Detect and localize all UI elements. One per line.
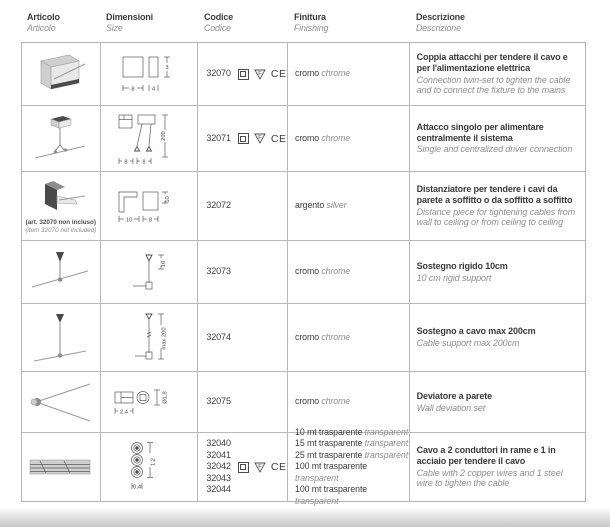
height-dim-label: 1,2 — [150, 457, 157, 467]
product-code: 32071 — [206, 132, 231, 143]
dimension-drawing — [101, 172, 199, 241]
header-label-en: Size — [106, 22, 123, 33]
finish-en: transparent — [364, 438, 409, 449]
svg-text:F: F — [258, 70, 262, 77]
page-bottom-shadow — [0, 507, 610, 527]
description-en: Wall deviation set — [416, 402, 486, 413]
code-cell — [198, 106, 288, 172]
finish-cell — [288, 372, 410, 433]
finish-it: 100 mt trasparente — [295, 461, 368, 472]
table-row — [22, 372, 585, 433]
finish-it: 15 mt trasparente — [295, 438, 363, 449]
product-code: 32040 — [206, 438, 231, 449]
finish-en: chrome — [321, 68, 351, 79]
header-articolo — [21, 12, 100, 33]
width-dim-label: 8 — [131, 86, 135, 92]
catalog-sheet — [21, 12, 586, 506]
description-en: Single and centralized driver connection — [416, 144, 573, 155]
product-table — [21, 42, 586, 506]
header-dimensioni — [100, 12, 198, 33]
wall-deviator-image — [26, 377, 96, 427]
certification-icons — [238, 461, 287, 473]
description-it: Distanziatore per tendere i cavi da parete a soffitto o da soffitto a soffitto — [416, 184, 573, 205]
diameter-dim-label: Ø1,8 — [162, 391, 169, 404]
dimension-drawing — [101, 372, 199, 433]
dimension-sketch — [107, 438, 191, 496]
finish-it: 10 mt trasparente — [295, 427, 363, 438]
width-dim-label: 2,4 — [119, 409, 129, 416]
table-row — [22, 241, 585, 304]
product-code-list — [206, 438, 231, 496]
header-finitura — [288, 12, 410, 33]
finish-it: cromo — [295, 396, 319, 407]
description-cell — [410, 241, 585, 304]
product-code: 32074 — [206, 331, 231, 342]
description-cell — [410, 433, 585, 501]
article-image-cell — [22, 304, 101, 372]
ce-mark-icon: CE — [270, 461, 287, 473]
width-dim-label: 0,4 — [132, 484, 142, 491]
finish-it: cromo — [295, 266, 319, 277]
height-dim-label: 10 — [161, 260, 168, 268]
finish-en: chrome — [321, 266, 351, 277]
f-mark-icon — [254, 69, 266, 80]
description-it: Coppia attacchi per tendere il cavo e per l'alimentazione elettrica — [416, 52, 568, 73]
description-en: 10 cm rigid support — [416, 272, 492, 283]
f-mark-icon — [254, 133, 266, 144]
dimension-sketch — [107, 380, 191, 424]
finish-en: chrome — [321, 396, 351, 407]
twin-connection-box-image — [29, 49, 93, 99]
article-note-it: (art. 32070 non incluso) — [25, 219, 97, 227]
dimension-drawing — [101, 241, 199, 304]
header-label-en: Finishing — [294, 22, 329, 33]
product-code: 32044 — [206, 484, 231, 495]
finish-cell — [288, 427, 410, 506]
dimension-drawing — [101, 43, 199, 106]
article-image-cell — [22, 372, 101, 433]
description-it: Deviatore a parete — [416, 390, 492, 401]
finish-en: transparent — [295, 495, 339, 506]
code-cell — [198, 43, 288, 106]
description-cell — [410, 172, 585, 241]
finish-it: cromo — [295, 132, 319, 143]
finish-cell — [288, 43, 410, 106]
article-note-en: (item 32070 not included) — [25, 226, 97, 234]
certification-icons — [238, 68, 287, 80]
height-dim-label: max 200 — [161, 326, 168, 350]
description-cell — [410, 372, 585, 433]
finish-cell — [288, 241, 410, 304]
description-en: Cable support max 200cm — [416, 338, 520, 348]
article-image-cell — [22, 43, 101, 106]
finish-en: chrome — [321, 331, 351, 342]
product-code: 32041 — [206, 449, 231, 460]
height-dim-label: 3 — [165, 64, 169, 71]
description-cell — [410, 43, 585, 106]
width-dim-label: 8 — [124, 159, 128, 165]
description-it: Attacco singolo per alimentare centralmente il sistema — [416, 122, 544, 143]
rigid-support-image — [26, 247, 96, 297]
dimension-sketch — [107, 309, 191, 367]
finish-en: transparent — [295, 472, 339, 483]
dimension-sketch — [107, 182, 191, 230]
finish-en: transparent — [364, 427, 409, 438]
class-ii-icon — [238, 462, 249, 473]
header-label-it: Descrizione — [416, 12, 465, 22]
code-cell — [198, 433, 288, 501]
table-header — [21, 12, 586, 33]
description-cell — [410, 304, 585, 372]
dimension-drawing — [101, 106, 199, 172]
finish-cell — [288, 106, 410, 172]
finish-it: cromo — [295, 68, 319, 79]
svg-text:F: F — [258, 463, 262, 470]
code-cell — [198, 304, 288, 372]
article-image-cell — [22, 172, 101, 241]
distance-piece-image — [29, 178, 93, 218]
header-label-en: Articolo — [27, 22, 56, 33]
finish-en: transparent — [364, 449, 409, 460]
width-dim-label: 4 — [151, 86, 156, 92]
width-dim-label: 8 — [148, 217, 153, 224]
description-it: Sostegno a cavo max 200cm — [416, 326, 536, 337]
product-code: 32043 — [206, 472, 231, 483]
table-row — [22, 43, 585, 106]
finish-en: chrome — [321, 132, 351, 143]
article-image-cell — [22, 106, 101, 172]
dimension-drawing — [101, 304, 199, 372]
header-descrizione — [410, 12, 586, 33]
code-cell — [198, 172, 288, 241]
finish-it: 100 mt trasparente — [295, 484, 368, 495]
code-cell — [198, 372, 288, 433]
header-codice — [198, 12, 288, 33]
header-label-it: Codice — [204, 12, 234, 22]
description-en: Cable with 2 copper wires and 1 steel wire to tighten the cable — [416, 467, 563, 489]
finish-it: argento — [295, 200, 325, 211]
description-en: Connection twin-set to tighten the cable and to connect the fixture to the mains — [416, 74, 571, 96]
header-label-it: Finitura — [294, 12, 326, 22]
header-label-en: Descrizione — [416, 22, 461, 33]
dimension-sketch — [107, 47, 191, 102]
header-label-it: Articolo — [27, 12, 60, 22]
product-code: 32073 — [206, 266, 231, 277]
header-label-it: Dimensioni — [106, 12, 154, 22]
article-note — [25, 219, 96, 233]
cable-support-image — [26, 309, 96, 367]
dimension-sketch — [107, 247, 191, 297]
f-mark-icon — [254, 462, 266, 473]
finish-cell — [288, 172, 410, 241]
ce-mark-icon: CE — [270, 132, 287, 145]
description-en: Distance piece for tightening cables from wall to ceiling or from ceiling to ceiling — [416, 206, 576, 228]
width-dim-label: 8 — [142, 159, 146, 165]
svg-text:F: F — [258, 135, 262, 141]
class-ii-icon — [238, 133, 249, 144]
header-label-en: Codice — [204, 22, 231, 33]
height-dim-label: 10 — [165, 196, 172, 203]
product-code: 32075 — [206, 396, 231, 407]
finish-it: cromo — [295, 331, 319, 342]
height-dim-label: 200 — [161, 130, 168, 141]
dimension-drawing — [101, 433, 199, 501]
finish-cell — [288, 304, 410, 372]
width-dim-label: 10 — [125, 217, 133, 224]
product-code: 32042 — [206, 461, 231, 472]
description-cell — [410, 106, 585, 172]
table-row — [22, 427, 585, 506]
dimension-sketch — [107, 110, 191, 168]
finish-en: silver — [326, 200, 347, 211]
article-image-cell — [22, 241, 101, 304]
product-code: 32070 — [206, 68, 231, 79]
code-cell — [198, 241, 288, 304]
table-row — [22, 106, 585, 172]
single-central-driver-image — [29, 112, 93, 166]
table-row — [22, 172, 585, 241]
product-code: 32072 — [206, 200, 231, 211]
cable-image — [26, 447, 96, 487]
class-ii-icon — [238, 69, 249, 80]
description-it: Cavo a 2 conduttori in rame e 1 in acciaio per tendere il cavo — [416, 445, 556, 466]
certification-icons — [238, 133, 287, 145]
finish-it: 25 mt trasparente — [295, 449, 363, 460]
description-it: Sostegno rigido 10cm — [416, 260, 508, 271]
article-image-cell — [22, 433, 101, 501]
table-row — [22, 304, 585, 372]
ce-mark-icon: CE — [270, 68, 287, 80]
